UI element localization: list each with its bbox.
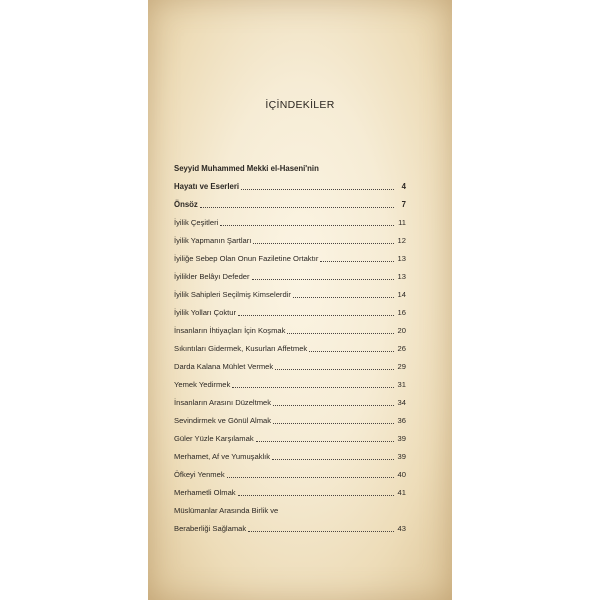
toc-entry-label: İyiliğe Sebep Olan Onun Faziletine Ortaktır xyxy=(174,254,319,263)
toc-heading: İÇİNDEKİLER xyxy=(265,99,335,111)
leader-dots xyxy=(220,224,394,226)
toc-entry xyxy=(174,430,406,444)
toc-entry-page: 4 xyxy=(401,182,406,191)
leader-dots xyxy=(227,476,394,478)
toc-entry-page: 20 xyxy=(397,326,406,335)
toc-entry-page: 40 xyxy=(397,470,406,479)
toc-entry xyxy=(174,484,406,498)
toc-entry xyxy=(174,178,406,192)
toc-entry-label: Merhamet, Af ve Yumuşaklık xyxy=(174,452,271,461)
book-page xyxy=(148,0,452,600)
toc-entry xyxy=(174,412,406,426)
leader-dots xyxy=(248,530,394,532)
toc-entry-label: Merhametli Olmak xyxy=(174,488,236,497)
leader-dots xyxy=(256,440,394,442)
toc-entry-label: İnsanların Arasını Düzeltmek xyxy=(174,398,272,407)
toc-entry xyxy=(174,394,406,408)
leader-dots xyxy=(241,188,394,190)
toc-entry-label: İyilik Sahipleri Seçilmiş Kimselerdir xyxy=(174,290,291,299)
toc-entry-page: 41 xyxy=(397,488,406,497)
toc-entry xyxy=(174,304,406,318)
toc-entry-label: İyilik Çeşitleri xyxy=(174,218,219,227)
toc-entry xyxy=(174,520,406,534)
toc-entry-label: Müslümanlar Arasında Birlik ve xyxy=(174,506,279,515)
leader-dots xyxy=(287,332,394,334)
toc-entry xyxy=(174,358,406,372)
toc-entry-page: 39 xyxy=(397,434,406,443)
toc-entry-label: Yemek Yedirmek xyxy=(174,380,231,389)
leader-dots xyxy=(238,314,394,316)
toc-entry-label: Hayatı ve Eserleri xyxy=(174,182,240,191)
toc-entry xyxy=(174,466,406,480)
toc-entry-label: İyilik Yapmanın Şartları xyxy=(174,236,252,245)
leader-dots xyxy=(253,242,394,244)
toc-entry-label: Öfkeyi Yenmek xyxy=(174,470,225,479)
toc-entry xyxy=(174,160,406,174)
toc-entry-label: Güler Yüzle Karşılamak xyxy=(174,434,254,443)
toc-entry-label: Darda Kalana Mühlet Vermek xyxy=(174,362,274,371)
leader-dots xyxy=(320,260,394,262)
leader-dots xyxy=(293,296,394,298)
toc-entry-page: 14 xyxy=(397,290,406,299)
leader-dots xyxy=(232,386,394,388)
toc-entry-label: Beraberliği Sağlamak xyxy=(174,524,247,533)
leader-dots xyxy=(200,206,394,208)
toc-entry-label: Sıkıntıları Gidermek, Kusurları Affetmek xyxy=(174,344,308,353)
toc-entry xyxy=(174,322,406,336)
leader-dots xyxy=(275,368,394,370)
toc-entry xyxy=(174,214,406,228)
toc-entry xyxy=(174,250,406,264)
leader-dots xyxy=(252,278,394,280)
toc-entry-page: 43 xyxy=(397,524,406,533)
toc-entry xyxy=(174,232,406,246)
toc-entry xyxy=(174,448,406,462)
toc-entry xyxy=(174,502,406,516)
toc-entry-label: Önsöz xyxy=(174,200,198,209)
toc-entry xyxy=(174,268,406,282)
toc-entry-page: 31 xyxy=(397,380,406,389)
toc-entry-page: 11 xyxy=(398,218,406,227)
toc-entry xyxy=(174,340,406,354)
toc-entry-page: 13 xyxy=(397,254,406,263)
toc-entry-label: Seyyid Muhammed Mekki el-Haseni'nin xyxy=(174,164,319,173)
toc-entry-label: İyilikler Belâyı Defeder xyxy=(174,272,250,281)
leader-dots xyxy=(273,404,394,406)
leader-dots xyxy=(238,494,394,496)
toc-entry-page: 36 xyxy=(397,416,406,425)
toc-entry-page: 26 xyxy=(397,344,406,353)
toc-entry-label: Sevindirmek ve Gönül Almak xyxy=(174,416,272,425)
toc-entry-page: 16 xyxy=(397,308,406,317)
toc-entry-label: İnsanların İhtiyaçları İçin Koşmak xyxy=(174,326,286,335)
toc-entry-page: 39 xyxy=(397,452,406,461)
leader-dots xyxy=(272,458,394,460)
leader-dots xyxy=(309,350,394,352)
toc-entry-page: 34 xyxy=(397,398,406,407)
toc-entry xyxy=(174,376,406,390)
leader-dots xyxy=(273,422,394,424)
toc-entry xyxy=(174,286,406,300)
toc-entry-label: İyilik Yolları Çoktur xyxy=(174,308,237,317)
toc-entry-page: 12 xyxy=(397,236,406,245)
toc-entry-page: 29 xyxy=(397,362,406,371)
toc-entry-page: 13 xyxy=(397,272,406,281)
toc-entry xyxy=(174,196,406,210)
toc-entry-page: 7 xyxy=(401,200,406,209)
